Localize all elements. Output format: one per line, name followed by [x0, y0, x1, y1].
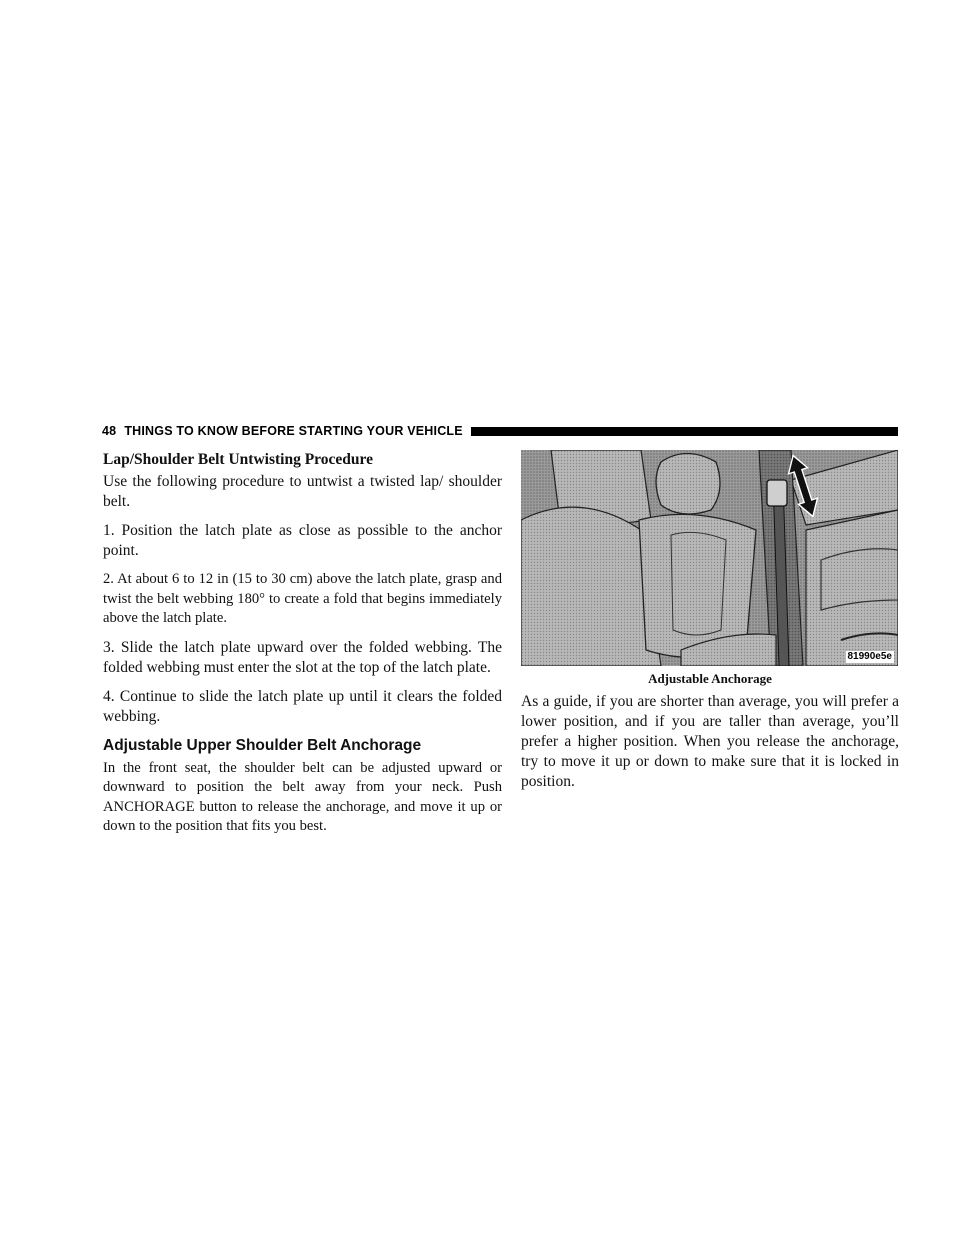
car-interior-drawing	[521, 450, 898, 666]
anchorage-paragraph: In the front seat, the shoulder belt can be adjusted upward or downward to position the belt away from your neck. Push ANCHORAGE button to release the anchorage, and move it up or down to the position that fits you best.	[103, 759, 502, 834]
step-3: 3. Slide the latch plate upward over the folded webbing. The folded webbing must enter the slot at the top of the latch plate.	[103, 638, 502, 676]
page-number: 48	[102, 424, 117, 438]
chapter-title: THINGS TO KNOW BEFORE STARTING YOUR VEHICLE	[124, 424, 463, 438]
guide-paragraph: As a guide, if you are shorter than average, you will prefer a lower position, and if you are taller than average, you’ll prefer a higher position. When you release the anchorage, try to move it up or down to make sure that it is locked in position.	[521, 693, 899, 790]
intro-paragraph: Use the following procedure to untwist a twisted lap/ shoulder belt.	[103, 473, 502, 510]
running-header	[102, 421, 898, 441]
left-column	[103, 450, 502, 846]
step-1: 1. Position the latch plate as close as possible to the anchor point.	[103, 522, 502, 559]
figure-code: 81990e5e	[847, 651, 892, 662]
step-4: 4. Continue to slide the latch plate up until it clears the folded webbing.	[103, 687, 502, 725]
right-column	[521, 450, 899, 801]
section-heading-anchorage: Adjustable Upper Shoulder Belt Anchorage	[103, 736, 422, 754]
header-rule	[471, 427, 898, 436]
section-heading-untwisting: Lap/Shoulder Belt Untwisting Procedure	[103, 451, 373, 468]
step-2: 2. At about 6 to 12 in (15 to 30 cm) above the latch plate, grasp and twist the belt webbing 180° to create a fold that begins immediately above the latch plate.	[103, 571, 502, 626]
figure-caption: Adjustable Anchorage	[648, 671, 772, 686]
anchorage-illustration	[521, 450, 898, 666]
